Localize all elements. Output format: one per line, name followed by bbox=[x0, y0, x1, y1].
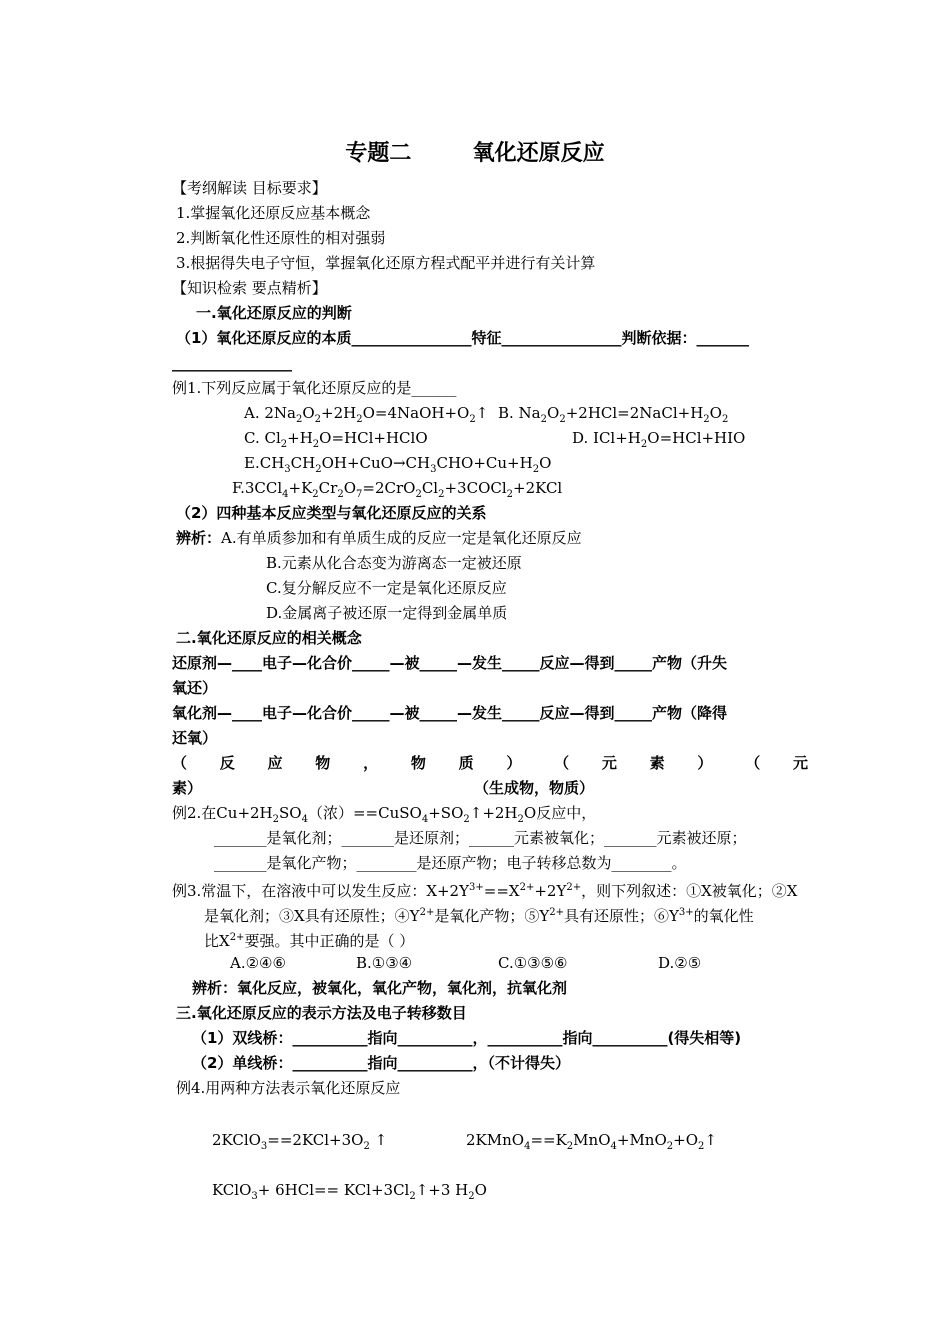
analysis-label: 辨析： bbox=[176, 529, 222, 547]
analysis-item-a: A.有单质参加和有单质生成的反应一定是氧化还原反应 bbox=[221, 529, 582, 547]
example-1-option-f: $F.3CCl_4+K_2Cr_2O_7=2CrO_2Cl_2+3COCl_2+2KCl$ bbox=[232, 479, 563, 500]
analysis-2: 辨析：氧化反应，被氧化，氧化产物，氧化剂，抗氧化剂 bbox=[192, 979, 568, 997]
section-goals-heading: 【考纲解读 目标要求】 bbox=[172, 179, 327, 197]
bracket-char: 元 bbox=[601, 754, 617, 772]
bracket-char: ） bbox=[506, 754, 522, 772]
example-4-equation-3: KClO$_3$+ $6HCl== KCl+3Cl_2↑+3$ $H_2O$ bbox=[212, 1181, 487, 1202]
double-bridge-line: （1）双线桥：__________指向__________，__________指向__________(得失相等) bbox=[192, 1029, 742, 1047]
goal-item-2: 2.判断氧化性还原性的相对强弱 bbox=[176, 229, 386, 247]
bracket-char: 素 bbox=[649, 754, 665, 772]
bracket-row-2-left: 素） bbox=[172, 779, 203, 797]
bracket-char: 物 bbox=[410, 754, 426, 772]
goal-item-1: 1.掌握氧化还原反应基本概念 bbox=[176, 204, 371, 222]
example-1-option-e: $E.CH_3CH_2OH+CuO\to CH_3CHO+Cu+H_2O$ bbox=[244, 454, 552, 475]
analysis-block-1 bbox=[176, 528, 582, 548]
section-knowledge-heading: 【知识检索 要点精析】 bbox=[172, 279, 327, 297]
part2-heading: 二.氧化还原反应的相关概念 bbox=[176, 629, 362, 647]
bracket-char: （ bbox=[554, 754, 570, 772]
bracket-char: （ bbox=[745, 754, 761, 772]
example-1-option-d: D. $ICl+H_2O=HCl+HIO$ bbox=[572, 429, 746, 450]
example-1-option-a: A. $2Na_2O_2+2H_2O=4NaOH+O_2↑$ bbox=[244, 404, 489, 425]
goal-item-3: 3.根据得失电子守恒，掌握氧化还原方程式配平并进行有关计算 bbox=[176, 254, 596, 272]
part1-question-1-continued: ________________ bbox=[172, 354, 292, 372]
reductant-line-continued: 氧还） bbox=[172, 679, 218, 697]
example-2-line-2: _______是氧化产物；________是还原产物；电子转移总数为________。 bbox=[214, 854, 687, 872]
example-3-option-d: D.②⑤ bbox=[658, 954, 702, 972]
example-2-line-1: _______是氧化剂；_______是还原剂；______元素被氧化；_______元素被还原； bbox=[214, 829, 747, 847]
part1-heading: 一.氧化还原反应的判断 bbox=[196, 304, 352, 322]
example-3-line-3: 比$X^{2+}$要强。其中正确的是（ ） bbox=[204, 932, 415, 950]
example-3-option-c: C.①③⑤⑥ bbox=[498, 954, 568, 972]
example-4-stem: 例4.用两种方法表示氧化还原反应 bbox=[176, 1079, 401, 1097]
bracket-char: 质 bbox=[458, 754, 474, 772]
bracket-char: （ bbox=[172, 754, 188, 772]
example-1-stem: 例1.下列反应属于氧化还原反应的是______ bbox=[172, 379, 457, 397]
bracket-char: 物 bbox=[315, 754, 331, 772]
reductant-line: 还原剂—____电子—化合价_____—被_____—发生_____反应—得到_____产物（升失 bbox=[172, 654, 728, 672]
bracket-row bbox=[172, 753, 808, 773]
part1-question-1: （1）氧化还原反应的本质________________特征________________判断依据：_______ bbox=[176, 329, 749, 347]
part1-question-2: （2）四种基本反应类型与氧化还原反应的关系 bbox=[176, 504, 487, 522]
example-1-option-b: B. $Na_2O_2+2HCl=2NaCl+H_2O_2$ bbox=[498, 404, 729, 425]
analysis-item-d: D.金属离子被还原一定得到金属单质 bbox=[266, 604, 508, 622]
example-1-option-c: C. $Cl_2+H_2O=HCl+HClO$ bbox=[244, 429, 428, 450]
bracket-char: ， bbox=[363, 754, 379, 772]
page-title: 专题二 氧化还原反应 bbox=[345, 141, 605, 166]
bracket-char: ） bbox=[697, 754, 713, 772]
oxidant-line: 氧化剂—____电子—化合价_____—被_____—发生_____反应—得到_____产物（降得 bbox=[172, 704, 728, 722]
oxidant-line-continued: 还氧） bbox=[172, 729, 218, 747]
bracket-row-2-middle: （生成物，物质） bbox=[474, 779, 595, 797]
example-4-equation-1: $2KClO_3==2KCl+3O_2$ ↑ bbox=[212, 1131, 388, 1152]
part3-heading: 三.氧化还原反应的表示方法及电子转移数目 bbox=[176, 1004, 467, 1022]
bracket-char: 反 bbox=[219, 754, 235, 772]
bracket-char: 应 bbox=[267, 754, 283, 772]
example-3-option-b: B.①③④ bbox=[356, 954, 413, 972]
example-2-stem: 例2.在$Cu+2H_2SO_4$（浓）$==CuSO_4+SO_2↑+2H_2O$反应中， bbox=[172, 804, 597, 825]
example-3-line-2: 是氧化剂；③X具有还原性；$④Y^{2+}$是氧化产物；$⑤Y^{2+}$具有还原性；$⑥Y^{3+}$的氧化性 bbox=[204, 907, 754, 925]
analysis-item-b: B.元素从化合态变为游离态一定被还原 bbox=[266, 554, 522, 572]
example-3-option-a: A.②④⑥ bbox=[230, 954, 286, 972]
example-3-line-1: 例3.常温下，在溶液中可以发生反应：$X+2Y^{3+}==X^{2+}+2Y^{2+}$，则下列叙述：①X被氧化；②X bbox=[172, 882, 798, 900]
single-bridge-line: （2）单线桥：__________指向__________，（不计得失） bbox=[192, 1054, 570, 1072]
analysis-item-c: C.复分解反应不一定是氧化还原反应 bbox=[266, 579, 507, 597]
bracket-char: 元 bbox=[792, 754, 808, 772]
example-4-equation-2: $2KMnO_4==K_2MnO_4+MnO_2+O_2↑$ bbox=[466, 1131, 717, 1152]
